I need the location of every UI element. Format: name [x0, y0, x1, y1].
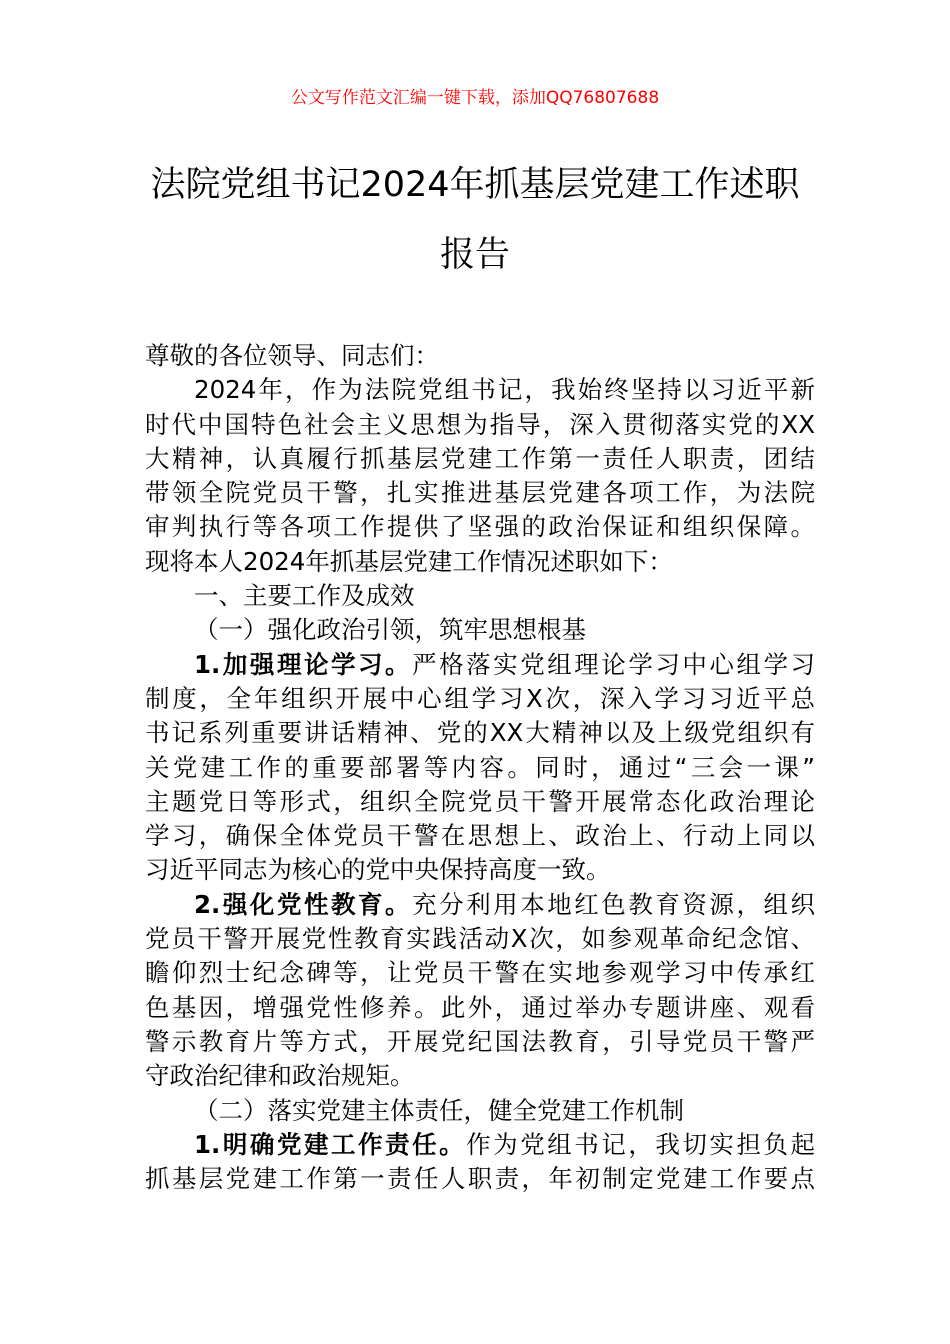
text-line: 书记系列重要讲话精神、党的XX大精神以及上级党组织有 [145, 718, 815, 748]
text-line: 习近平同志为核心的党中央保持高度一致。 [145, 855, 611, 885]
item-lead: 1.加强理论学习。 [194, 649, 413, 679]
text-line: 警示教育片等方式，开展党纪国法教育，引导党员干警严 [145, 1026, 815, 1056]
text-line: 审判执行等各项工作提供了坚强的政治保证和组织保障。 [145, 512, 815, 542]
text-line: 大精神，认真履行抓基层党建工作第一责任人职责，团结 [145, 443, 815, 473]
text-line: 现将本人2024年抓基层党建工作情况述职如下： [145, 546, 673, 576]
document-body [145, 339, 815, 1196]
paragraph-party-education [145, 888, 815, 1094]
heading-main-work: 一、主要工作及成效 [194, 581, 415, 611]
text-line: 1.明确党建工作责任。作为党组书记，我切实担负起 [194, 1129, 816, 1159]
text-line: 瞻仰烈士纪念碑等，让党员干警在实地参观学习中传承红 [145, 958, 815, 988]
paragraph-work-responsibility [145, 1128, 815, 1197]
title-line-2: 报告 [439, 235, 510, 275]
text-line: 带领全院党员干警，扎实推进基层党建各项工作，为法院 [145, 478, 815, 508]
document-title [100, 150, 850, 290]
subheading-political-guidance: （一）强化政治引领，筑牢思想根基 [194, 615, 586, 645]
text-line: 2.强化党性教育。充分利用本地红色教育资源，组织 [194, 889, 815, 919]
text-line: 关党建工作的重要部署等内容。同时，通过“三会一课” [145, 752, 815, 782]
subheading-responsibility: （二）落实党建主体责任，健全党建工作机制 [194, 1095, 684, 1125]
text-line: 制度，全年组织开展中心组学习X次，深入学习习近平总 [145, 683, 815, 713]
text-line: 主题党日等形式，组织全院党员干警开展常态化政治理论 [145, 786, 815, 816]
download-watermark: 公文写作范文汇编一键下载，添加QQ76807688 [290, 88, 660, 108]
item-lead: 1.明确党建工作责任。 [194, 1129, 467, 1159]
text-line: 抓基层党建工作第一责任人职责，年初制定党建工作要点 [145, 1164, 815, 1194]
text-line: 时代中国特色社会主义思想为指导，深入贯彻落实党的XX [145, 409, 815, 439]
text-line: 2024年，作为法院党组书记，我始终坚持以习近平新 [194, 375, 815, 405]
paragraph-intro [145, 373, 815, 579]
title-line-1: 法院党组书记2024年抓基层党建工作述职 [150, 165, 800, 205]
salutation: 尊敬的各位领导、同志们： [145, 341, 439, 370]
paragraph-theory-study [145, 648, 815, 888]
text-line: 守政治纪律和政治规矩。 [145, 1061, 415, 1091]
text-line: 色基因，增强党性修养。此外，通过举办专题讲座、观看 [145, 992, 815, 1022]
text-line: 党员干警开展党性教育实践活动X次，如参观革命纪念馆、 [145, 924, 815, 954]
item-lead: 2.强化党性教育。 [194, 889, 413, 919]
text-line: 1.加强理论学习。严格落实党组理论学习中心组学习 [194, 649, 815, 679]
text-line: 学习，确保全体党员干警在思想上、政治上、行动上同以 [145, 821, 815, 851]
